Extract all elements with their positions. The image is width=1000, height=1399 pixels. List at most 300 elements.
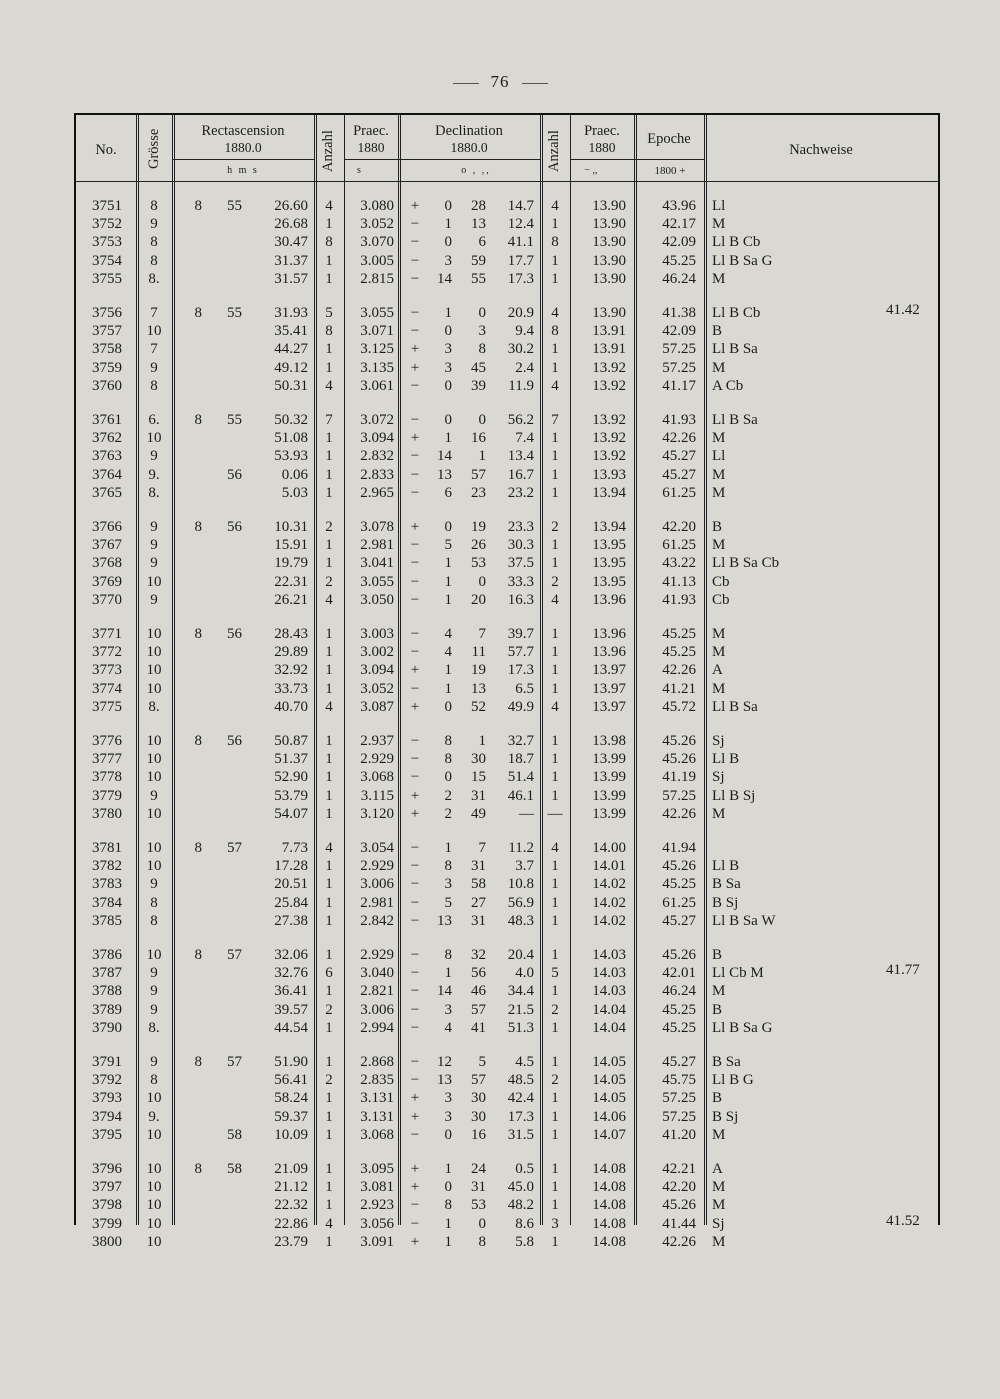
- cell-d: 8: [444, 858, 452, 875]
- cell-n1: 4: [325, 698, 333, 715]
- cell-prd: 14.04: [592, 1019, 626, 1036]
- cell-ep: 41.17: [662, 377, 696, 394]
- cell-no: 3782: [92, 858, 122, 875]
- cell-gr: 10: [146, 662, 162, 679]
- cell-nw: Ll B Sa: [712, 698, 758, 715]
- table-row: [76, 359, 938, 377]
- cell-ep: 41.20: [662, 1126, 696, 1143]
- cell-ep: 45.27: [662, 448, 696, 465]
- cell-no: 3799: [92, 1215, 122, 1232]
- cell-sg: +: [410, 198, 420, 214]
- cell-prd: 14.08: [592, 1179, 626, 1196]
- cell-prd: 13.96: [592, 644, 626, 661]
- cell-ep: 45.75: [662, 1072, 696, 1089]
- cell-n2: 7: [551, 412, 559, 428]
- cell-pra: 3.003: [360, 626, 394, 642]
- cell-prd: 14.06: [592, 1108, 626, 1125]
- cell-h: 8: [194, 1054, 202, 1070]
- cell-n2: 4: [551, 591, 559, 608]
- cell-no: 3770: [92, 591, 122, 608]
- cell-s: 26.60: [274, 198, 308, 214]
- table-row: [76, 447, 938, 465]
- cell-n1: 1: [325, 662, 333, 679]
- cell-prd: 13.92: [592, 377, 626, 394]
- cell-ds: 14.7: [507, 198, 534, 214]
- table-row: [76, 573, 938, 591]
- cell-ds: 10.8: [507, 876, 534, 893]
- cell-pra: 2.842: [360, 912, 394, 929]
- cell-ds: 6.5: [515, 680, 534, 697]
- cell-n1: 1: [325, 1161, 333, 1177]
- cell-gr: 10: [146, 1126, 162, 1143]
- cell-d: 8: [444, 751, 452, 768]
- cell-n2: 1: [551, 680, 559, 697]
- cell-s: 28.43: [274, 626, 308, 642]
- cell-sg: −: [410, 912, 420, 929]
- cell-n2: 1: [551, 858, 559, 875]
- cell-no: 3787: [92, 965, 122, 982]
- cell-sg: −: [410, 769, 420, 786]
- cell-n2: 4: [551, 840, 559, 856]
- cell-dm: 59: [471, 252, 486, 269]
- cell-pra: 3.087: [360, 698, 394, 715]
- cell-ds: 49.9: [507, 698, 534, 715]
- cell-sg: −: [410, 840, 420, 856]
- cell-d: 1: [444, 680, 452, 697]
- cell-n1: 1: [325, 1019, 333, 1036]
- margin-note: 41.77: [886, 962, 920, 979]
- cell-sg: −: [410, 751, 420, 768]
- cell-d: 1: [444, 216, 452, 233]
- cell-n1: 1: [325, 894, 333, 911]
- cell-no: 3785: [92, 912, 122, 929]
- cell-dm: 13: [471, 216, 486, 233]
- cell-ep: 45.26: [662, 1197, 696, 1214]
- cell-prd: 13.90: [592, 270, 626, 287]
- cell-no: 3760: [92, 377, 122, 394]
- cell-ep: 42.17: [662, 216, 696, 233]
- cell-nw: Ll B: [712, 751, 740, 768]
- header-groesse: Grösse: [146, 128, 162, 170]
- cell-pra: 2.929: [360, 858, 394, 875]
- cell-n1: 1: [325, 1108, 333, 1125]
- cell-prd: 13.92: [592, 430, 626, 447]
- cell-nw: M: [712, 270, 726, 287]
- cell-ds: 20.9: [507, 305, 534, 321]
- cell-s: 7.73: [281, 840, 308, 856]
- cell-prd: 13.97: [592, 680, 626, 697]
- cell-nw: Ll B Sa W: [712, 912, 776, 929]
- cell-pra: 3.041: [360, 555, 394, 572]
- cell-pra: 3.072: [360, 412, 394, 428]
- cell-sg: −: [410, 484, 420, 501]
- cell-n1: 4: [325, 1215, 333, 1232]
- cell-prd: 13.99: [592, 769, 626, 786]
- cell-ep: 43.22: [662, 555, 696, 572]
- cell-n1: 1: [325, 626, 333, 642]
- cell-no: 3798: [92, 1197, 122, 1214]
- cell-ds: 7.4: [515, 430, 534, 447]
- cell-n1: 1: [325, 644, 333, 661]
- cell-prd: 13.92: [592, 448, 626, 465]
- cell-pra: 2.833: [360, 466, 394, 483]
- cell-no: 3788: [92, 983, 122, 1000]
- cell-no: 3780: [92, 805, 122, 822]
- cell-nw: Ll B G: [712, 1072, 754, 1089]
- cell-m: 57: [227, 840, 242, 856]
- cell-gr: 8.: [148, 1019, 160, 1036]
- cell-prd: 13.99: [592, 805, 626, 822]
- cell-dm: 5: [478, 1054, 486, 1070]
- cell-n2: 1: [551, 1126, 559, 1143]
- table-row: [76, 982, 938, 1000]
- cell-sg: −: [410, 305, 420, 321]
- cell-prd: 13.93: [592, 466, 626, 483]
- cell-gr: 7: [150, 341, 158, 358]
- cell-ep: 45.25: [662, 1001, 696, 1018]
- cell-no: 3795: [92, 1126, 122, 1143]
- cell-d: 5: [444, 537, 452, 554]
- cell-ds: —: [519, 805, 534, 822]
- cell-prd: 13.96: [592, 626, 626, 642]
- cell-prd: 13.95: [592, 537, 626, 554]
- cell-gr: 8: [150, 252, 158, 269]
- cell-gr: 10: [146, 1197, 162, 1214]
- cell-no: 3790: [92, 1019, 122, 1036]
- cell-sg: +: [410, 359, 420, 376]
- cell-ep: 57.25: [662, 1090, 696, 1107]
- cell-ds: 30.3: [507, 537, 534, 554]
- cell-nw: M: [712, 484, 726, 501]
- cell-ds: 17.3: [507, 662, 534, 679]
- cell-ds: 30.2: [507, 341, 534, 358]
- cell-ds: 4.5: [515, 1054, 534, 1070]
- cell-d: 1: [444, 1233, 452, 1250]
- cell-dm: 0: [478, 573, 486, 590]
- cell-d: 0: [444, 377, 452, 394]
- cell-ep: 57.25: [662, 341, 696, 358]
- cell-dm: 30: [471, 1090, 486, 1107]
- cell-pra: 2.835: [360, 1072, 394, 1089]
- cell-dm: 30: [471, 1108, 486, 1125]
- cell-no: 3764: [92, 466, 122, 483]
- cell-no: 3796: [92, 1161, 122, 1177]
- cell-no: 3793: [92, 1090, 122, 1107]
- cell-gr: 9: [150, 876, 158, 893]
- cell-n2: 1: [551, 1054, 559, 1070]
- cell-prd: 13.92: [592, 359, 626, 376]
- cell-sg: +: [410, 662, 420, 679]
- cell-gr: 9: [150, 965, 158, 982]
- cell-m: 55: [227, 412, 242, 428]
- cell-gr: 10: [146, 680, 162, 697]
- cell-s: 31.57: [274, 270, 308, 287]
- cell-gr: 8: [150, 234, 158, 251]
- cell-ds: 48.3: [507, 912, 534, 929]
- header-nachweise: Nachweise: [789, 142, 853, 158]
- cell-d: 2: [444, 787, 452, 804]
- cell-dm: 27: [471, 894, 486, 911]
- cell-no: 3779: [92, 787, 122, 804]
- cell-dm: 16: [471, 1126, 486, 1143]
- cell-s: 25.84: [274, 894, 308, 911]
- cell-d: 8: [444, 947, 452, 963]
- cell-prd: 13.91: [592, 341, 626, 358]
- cell-gr: 8: [150, 198, 158, 214]
- cell-gr: 9: [150, 591, 158, 608]
- cell-dm: 1: [478, 448, 486, 465]
- cell-n2: 1: [551, 751, 559, 768]
- cell-n1: 1: [325, 484, 333, 501]
- cell-prd: 13.95: [592, 555, 626, 572]
- cell-ep: 61.25: [662, 484, 696, 501]
- cell-nw: Ll B Sa G: [712, 252, 773, 269]
- cell-ep: 42.20: [662, 519, 696, 535]
- cell-s: 27.38: [274, 912, 308, 929]
- table-row: [76, 661, 938, 679]
- cell-pra: 3.081: [360, 1179, 394, 1196]
- cell-n2: 1: [551, 769, 559, 786]
- cell-d: 13: [437, 912, 452, 929]
- cell-sg: −: [410, 680, 420, 697]
- cell-pra: 3.131: [360, 1090, 394, 1107]
- cell-n2: 1: [551, 448, 559, 465]
- table-row: [76, 1233, 938, 1251]
- cell-sg: −: [410, 377, 420, 394]
- cell-gr: 8: [150, 894, 158, 911]
- cell-prd: 13.99: [592, 751, 626, 768]
- cell-pra: 3.061: [360, 377, 394, 394]
- cell-pra: 3.052: [360, 216, 394, 233]
- cell-sg: −: [410, 644, 420, 661]
- cell-sg: +: [410, 805, 420, 822]
- cell-m: 57: [227, 1054, 242, 1070]
- cell-pra: 2.981: [360, 537, 394, 554]
- cell-pra: 3.055: [360, 573, 394, 590]
- cell-dm: 15: [471, 769, 486, 786]
- header-rectascension: Rectascension: [201, 123, 285, 139]
- cell-h: 8: [194, 198, 202, 214]
- cell-n2: 1: [551, 216, 559, 233]
- cell-d: 0: [444, 323, 452, 340]
- cell-n2: 1: [551, 359, 559, 376]
- cell-ep: 57.25: [662, 787, 696, 804]
- cell-ds: 32.7: [507, 733, 534, 749]
- table-row: [76, 912, 938, 930]
- cell-dm: 16: [471, 430, 486, 447]
- cell-d: 1: [444, 573, 452, 590]
- table-row: [76, 805, 938, 823]
- cell-no: 3755: [92, 270, 122, 287]
- cell-n2: 2: [551, 1072, 559, 1089]
- cell-n2: 1: [551, 1090, 559, 1107]
- cell-n2: 4: [551, 198, 559, 214]
- cell-pra: 3.068: [360, 1126, 394, 1143]
- cell-ep: 45.25: [662, 626, 696, 642]
- cell-pra: 3.095: [360, 1161, 394, 1177]
- cell-sg: −: [410, 448, 420, 465]
- table-row: [76, 1196, 938, 1214]
- cell-pra: 3.006: [360, 1001, 394, 1018]
- cell-no: 3784: [92, 894, 122, 911]
- cell-m: 56: [227, 733, 242, 749]
- cell-dm: 0: [478, 1215, 486, 1232]
- cell-ds: 17.7: [507, 252, 534, 269]
- cell-n1: 7: [325, 412, 333, 428]
- cell-no: 3768: [92, 555, 122, 572]
- cell-s: 17.28: [274, 858, 308, 875]
- cell-pra: 3.094: [360, 662, 394, 679]
- cell-ds: 21.5: [507, 1001, 534, 1018]
- cell-dm: 31: [471, 912, 486, 929]
- cell-pra: 2.937: [360, 733, 394, 749]
- cell-dm: 26: [471, 537, 486, 554]
- cell-nw: M: [712, 1233, 726, 1250]
- cell-ds: 9.4: [515, 323, 534, 340]
- cell-sg: −: [410, 573, 420, 590]
- cell-ep: 41.38: [662, 305, 696, 321]
- cell-n1: 8: [325, 323, 333, 340]
- cell-n1: 6: [325, 965, 333, 982]
- cell-prd: 14.07: [592, 1126, 626, 1143]
- cell-prd: 13.99: [592, 787, 626, 804]
- cell-pra: 3.135: [360, 359, 394, 376]
- cell-ep: 42.01: [662, 965, 696, 982]
- cell-sg: −: [410, 626, 420, 642]
- cell-ds: 57.7: [507, 644, 534, 661]
- cell-prd: 14.03: [592, 947, 626, 963]
- cell-d: 0: [444, 1126, 452, 1143]
- cell-pra: 3.080: [360, 198, 394, 214]
- cell-s: 53.93: [274, 448, 308, 465]
- cell-prd: 14.02: [592, 894, 626, 911]
- cell-s: 31.93: [274, 305, 308, 321]
- cell-nw: M: [712, 1126, 726, 1143]
- cell-pra: 3.054: [360, 840, 394, 856]
- cell-nw: Sj: [712, 733, 725, 749]
- header-ra-units: h m s: [227, 165, 259, 176]
- header-praec-decl-unit: − ,,: [584, 165, 598, 176]
- cell-ep: 45.25: [662, 876, 696, 893]
- cell-nw: M: [712, 216, 726, 233]
- cell-ep: 42.09: [662, 323, 696, 340]
- cell-n2: 1: [551, 430, 559, 447]
- table-row: [76, 591, 938, 609]
- cell-prd: 13.98: [592, 733, 626, 749]
- cell-s: 50.31: [274, 377, 308, 394]
- cell-s: 50.87: [274, 733, 308, 749]
- cell-dm: 53: [471, 1197, 486, 1214]
- cell-dm: 19: [471, 519, 486, 535]
- cell-s: 19.79: [274, 555, 308, 572]
- cell-no: 3754: [92, 252, 122, 269]
- cell-dm: 6: [478, 234, 486, 251]
- cell-n1: 1: [325, 430, 333, 447]
- cell-gr: 9: [150, 555, 158, 572]
- cell-s: 21.09: [274, 1161, 308, 1177]
- cell-n1: 1: [325, 1233, 333, 1250]
- cell-gr: 9: [150, 537, 158, 554]
- cell-nw: M: [712, 430, 726, 447]
- cell-prd: 13.91: [592, 323, 626, 340]
- header-praec-decl: Praec.: [584, 123, 620, 139]
- cell-gr: 9: [150, 519, 158, 535]
- cell-no: 3789: [92, 1001, 122, 1018]
- cell-n1: 1: [325, 751, 333, 768]
- page-number: 76: [0, 72, 1000, 92]
- cell-n2: 1: [551, 876, 559, 893]
- cell-ep: 42.21: [662, 1161, 696, 1177]
- cell-n1: 4: [325, 198, 333, 214]
- cell-d: 3: [444, 1090, 452, 1107]
- cell-nw: B: [712, 1001, 723, 1018]
- cell-n2: 1: [551, 252, 559, 269]
- cell-no: 3776: [92, 733, 122, 749]
- cell-gr: 10: [146, 1179, 162, 1196]
- cell-prd: 14.08: [592, 1215, 626, 1232]
- cell-prd: 13.96: [592, 591, 626, 608]
- cell-s: 53.79: [274, 787, 308, 804]
- cell-gr: 10: [146, 840, 162, 856]
- cell-gr: 10: [146, 751, 162, 768]
- cell-n2: 1: [551, 947, 559, 963]
- table-row: [76, 768, 938, 786]
- cell-n1: 1: [325, 787, 333, 804]
- cell-d: 3: [444, 359, 452, 376]
- cell-sg: −: [410, 537, 420, 554]
- cell-h: 8: [194, 947, 202, 963]
- cell-n1: 4: [325, 591, 333, 608]
- cell-sg: +: [410, 1090, 420, 1107]
- cell-nw: B Sa: [712, 1054, 741, 1070]
- table-row: [76, 1053, 938, 1071]
- cell-n2: 4: [551, 305, 559, 321]
- cell-prd: 13.94: [592, 484, 626, 501]
- cell-s: 31.37: [274, 252, 308, 269]
- cell-n2: 1: [551, 1161, 559, 1177]
- cell-dm: 23: [471, 484, 486, 501]
- cell-nw: A: [712, 662, 723, 679]
- cell-pra: 2.929: [360, 751, 394, 768]
- cell-n1: 1: [325, 733, 333, 749]
- cell-dm: 53: [471, 555, 486, 572]
- cell-n1: 1: [325, 769, 333, 786]
- cell-nw: Ll B Cb: [712, 305, 761, 321]
- header-epoche-base: 1800 +: [654, 165, 686, 177]
- cell-pra: 2.821: [360, 983, 394, 1000]
- cell-nw: Ll: [712, 448, 726, 465]
- cell-n2: 1: [551, 270, 559, 287]
- cell-n2: 1: [551, 1197, 559, 1214]
- table-row: [76, 625, 938, 643]
- cell-d: 1: [444, 555, 452, 572]
- cell-prd: 13.90: [592, 234, 626, 251]
- header-epoche: Epoche: [647, 131, 691, 147]
- cell-dm: 32: [471, 947, 486, 963]
- cell-h: 8: [194, 626, 202, 642]
- cell-d: 1: [444, 305, 452, 321]
- cell-ds: 4.0: [515, 965, 534, 982]
- cell-s: 40.70: [274, 698, 308, 715]
- cell-n1: 2: [325, 1072, 333, 1089]
- cell-gr: 7: [150, 305, 158, 321]
- table-row: [76, 894, 938, 912]
- cell-nw: Ll Cb M: [712, 965, 764, 982]
- cell-n1: 1: [325, 805, 333, 822]
- cell-n1: 1: [325, 448, 333, 465]
- cell-ds: 11.9: [508, 377, 534, 394]
- cell-h: 8: [194, 1161, 202, 1177]
